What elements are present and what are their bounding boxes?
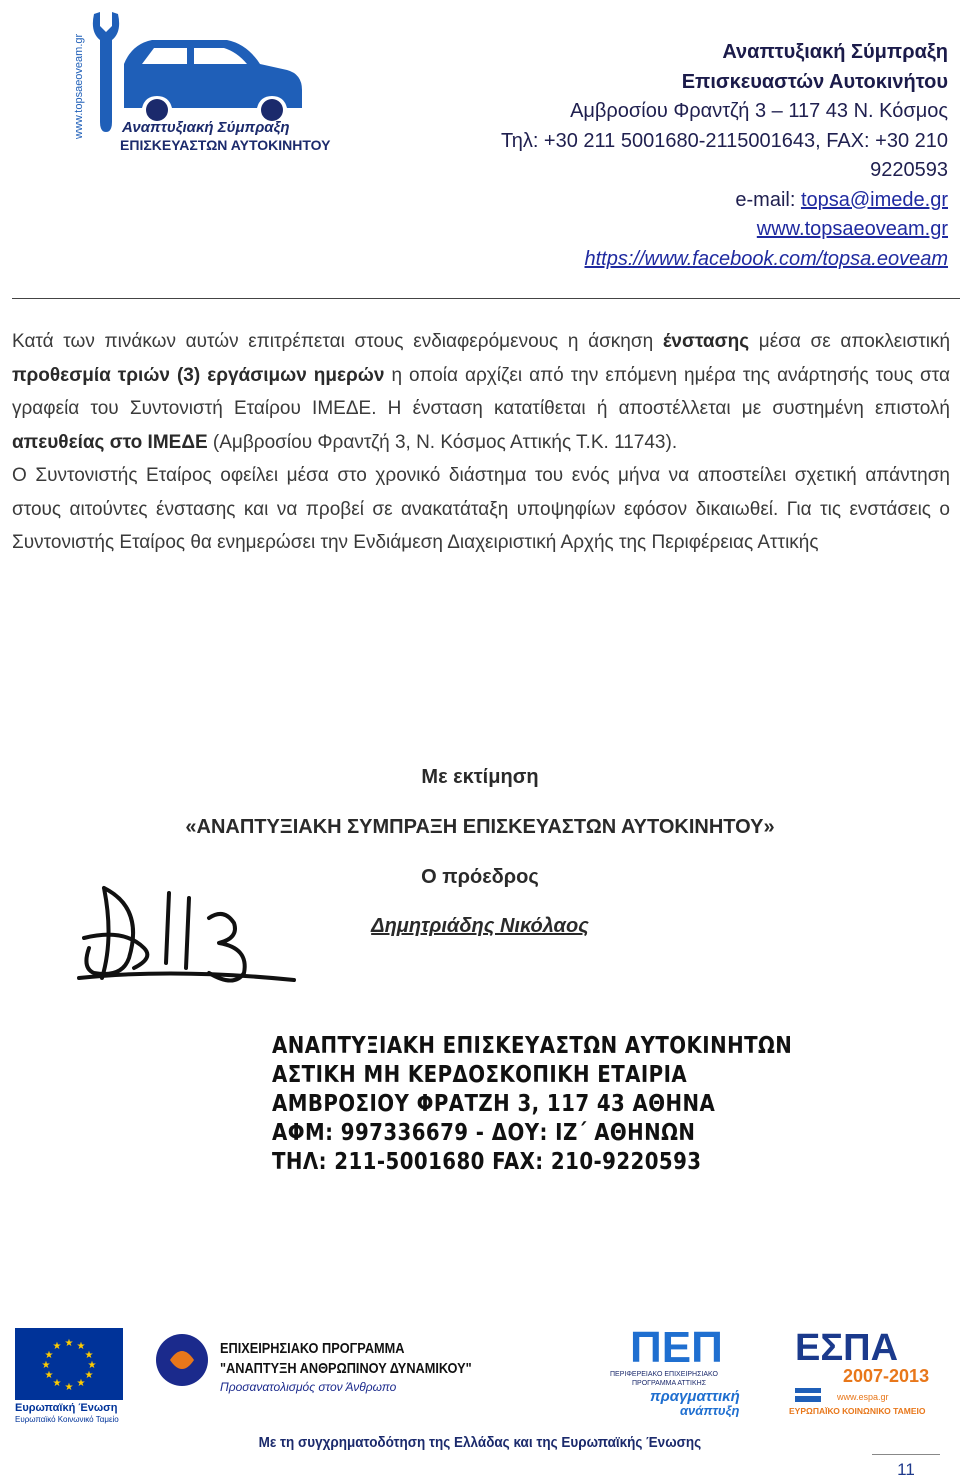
pep-tag2: ανάπτυξη (680, 1403, 740, 1417)
eu-fund-label: Ευρωπαϊκό Κοινωνικό Ταμείο (15, 1415, 119, 1424)
closing-role: Ο πρόεδρος (421, 866, 539, 888)
espa-logo (785, 1322, 950, 1417)
svg-text:★: ★ (41, 1360, 51, 1371)
letterhead-address: Αμβροσίου Φραντζή 3 – 117 43 Ν. Κόσμος (570, 100, 948, 122)
letterhead-phone-continued: 9220593 (870, 159, 948, 181)
stamp-line-4: ΑΦΜ: 997336679 - ΔΟΥ: ΙΖ΄ ΑΘΗΝΩΝ (272, 1120, 696, 1146)
p1-bold-objection: ένστασης (662, 331, 750, 352)
logo-caption-1: Αναπτυξιακή Σύμπραξη (122, 119, 290, 136)
svg-text:★: ★ (52, 1341, 62, 1352)
website-link[interactable]: www.topsaeoveam.gr (756, 218, 948, 240)
cofunding-text: Με τη συγχρηματοδότηση της Ελλάδας και της Ευρωπαϊκής Ένωσης (258, 1434, 702, 1451)
logo-caption-2: ΕΠΙΣΚΕΥΑΣΤΩΝ ΑΥΤΟΚΙΝΗΤΟΥ (120, 137, 331, 153)
handwritten-signature (74, 878, 304, 998)
eu-flag-icon (15, 1328, 123, 1400)
svg-text:★: ★ (76, 1341, 86, 1352)
svg-text:★: ★ (52, 1378, 62, 1389)
organization-logo (62, 4, 352, 154)
epa-program-subtitle: Προσανατολισμός στον Άνθρωπο (220, 1380, 397, 1394)
stamp-line-1: ΑΝΑΠΤΥΞΙΑΚΗ ΕΠΙΣΚΕΥΑΣΤΩΝ ΑΥΤΟΚΙΝΗΤΩΝ (272, 1033, 793, 1059)
email-link[interactable]: topsa@imede.gr (800, 188, 948, 211)
espa-years: 2007-2013 (843, 1366, 930, 1386)
epa-program-line1: ΕΠΙΧΕΙΡΗΣΙΑΚΟ ΠΡΟΓΡΑΜΜΑ (220, 1340, 405, 1357)
p1-bold-deadline: προθεσμία τριών (3) εργάσιμων ημερών (12, 364, 385, 386)
eu-label: Ευρωπαϊκή Ένωση (15, 1402, 118, 1414)
svg-text:★: ★ (84, 1370, 94, 1381)
signatory-name: Δημητριάδης Νικόλαος (371, 915, 589, 937)
pep-title: ΠΕΠ (630, 1323, 723, 1372)
stamp-line-5: ΤΗΛ: 211-5001680 FAX: 210-9220593 (272, 1149, 702, 1175)
svg-text:★: ★ (84, 1350, 94, 1361)
p1-text-a: Κατά των πινάκων αυτών επιτρέπεται στους ενδιαφερόμενους η άσκηση (12, 331, 663, 352)
closing-organization: «ΑΝΑΠΤΥΞΙΑΚΗ ΣΥΜΠΡΑΞΗ ΕΠΙΣΚΕΥΑΣΤΩΝ ΑΥΤΟΚΙΝΗΤΟΥ» (185, 816, 775, 838)
espa-fund: ΕΥΡΩΠΑΪΚΟ ΚΟΙΝΩΝΙΚΟ ΤΑΜΕΙΟ (789, 1406, 926, 1416)
paragraph-objection (12, 325, 950, 459)
epa-program-line2: "ΑΝΑΠΤΥΞΗ ΑΝΘΡΩΠΙΝΟΥ ΔΥΝΑΜΙΚΟΥ" (220, 1360, 472, 1377)
letterhead (448, 38, 948, 274)
pep-sub2: ΠΡΟΓΡΑΜΜΑ ΑΤΤΙΚΗΣ (632, 1380, 707, 1387)
epa-emblem-icon (152, 1330, 212, 1390)
cofunding-statement (0, 1434, 960, 1451)
svg-text:★: ★ (87, 1360, 97, 1371)
svg-text:★: ★ (64, 1382, 74, 1393)
pep-sub1: ΠΕΡΙΦΕΡΕΙΑΚΟ ΕΠΙΧΕΙΡΗΣΙΑΚΟ (610, 1371, 718, 1378)
pep-tag1: πραγματτική (650, 1388, 740, 1405)
page-number: 11 (897, 1460, 915, 1479)
stamp-line-3: ΑΜΒΡΟΣΙΟΥ ΦΡΑΤΖΗ 3, 117 43 ΑΘΗΝΑ (272, 1091, 716, 1117)
logo-vertical-url: www.topsaeoveam.gr (73, 33, 85, 139)
email-label: e-mail: (735, 188, 801, 211)
header-divider (12, 298, 960, 299)
svg-text:★: ★ (64, 1338, 74, 1349)
p1-text-g: (Αμβροσίου Φραντζή 3, Ν. Κόσμος Αττικής Τ.Κ. 11743). (207, 431, 678, 453)
letterhead-org-line2: Επισκευαστών Αυτοκινήτου (681, 70, 948, 93)
stamp-line-2: ΑΣΤΙΚΗ ΜΗ ΚΕΡΔΟΣΚΟΠΙΚΗ ΕΤΑΙΡΙΑ (272, 1062, 688, 1088)
letterhead-phone: Τηλ: +30 211 5001680-2115001643, FAX: +30 210 (500, 129, 948, 152)
facebook-link[interactable]: https://www.facebook.com/topsa.eoveam (584, 247, 948, 270)
espa-title: ΕΣΠΑ (795, 1327, 899, 1369)
letterhead-email-line (448, 186, 948, 216)
page-number-rule (872, 1454, 940, 1455)
svg-text:★: ★ (44, 1370, 54, 1381)
funding-logos (0, 1320, 960, 1424)
p1-text-e: η οποία αρχίζει από την επόμενη ημέρα της ανάρτησής τους στα γραφεία του Συντονιστή Εταίρου ΙΜΕΔΕ. Η ένσταση κατατίθεται ή αποστέλλεται με συστημένη επιστολή (12, 364, 951, 419)
espa-sub: www.espa.gr (837, 1392, 889, 1402)
svg-text:★: ★ (44, 1350, 54, 1361)
letterhead-org-line1: Αναπτυξιακή Σύμπραξη (722, 41, 948, 63)
paragraph-coordinator: Ο Συντονιστής Εταίρος οφείλει μέσα στο χρονικό διάστημα του ενός μήνα να αποστείλει σχετική απάντηση στους αιτούντες ένστασης και να προβεί σε ανακατάταξη υποψηφίων εφόσον δικαιωθεί. Για τις ενστάσεις ο Συντονιστής Εταίρος θα ενημερώσει την Ενδιάμεση Διαχειριστική Αρχής της Περιφέρειας Αττικής (12, 465, 950, 553)
pep-logo (610, 1322, 770, 1417)
svg-text:★: ★ (76, 1378, 86, 1389)
closing-regards: Με εκτίμηση (421, 766, 539, 788)
company-stamp (272, 1032, 793, 1177)
p1-bold-recipient: απευθείας στο ΙΜΕΔΕ (12, 431, 208, 453)
p1-text-c: μέσα σε αποκλειστική (749, 331, 951, 352)
letter-body (12, 325, 950, 560)
